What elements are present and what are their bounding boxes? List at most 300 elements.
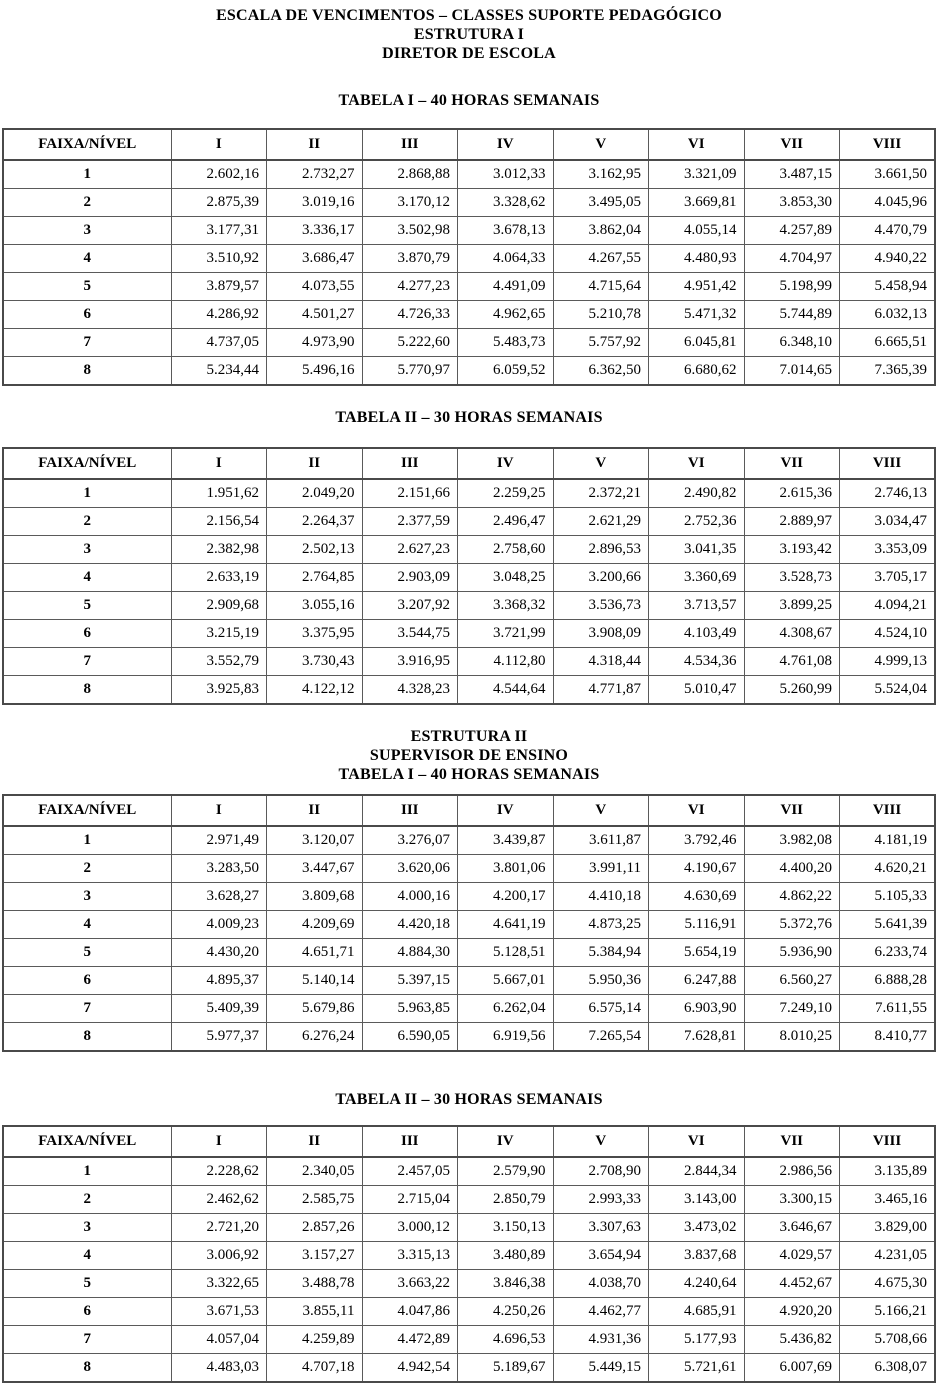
table-cell: 2.993,33 bbox=[553, 1186, 649, 1214]
table-cell: 4.073,55 bbox=[267, 273, 363, 301]
table-cell: 2.462,62 bbox=[171, 1186, 267, 1214]
table-cell: 3.368,32 bbox=[458, 592, 554, 620]
table-cell: 4.267,55 bbox=[553, 245, 649, 273]
table-cell: 3.048,25 bbox=[458, 564, 554, 592]
table-cell: 5.449,15 bbox=[553, 1354, 649, 1383]
table-cell: 2.228,62 bbox=[171, 1157, 267, 1186]
table-cell: 5.496,16 bbox=[267, 357, 363, 386]
row-label: 8 bbox=[3, 357, 171, 386]
table-cell: 4.685,91 bbox=[649, 1298, 745, 1326]
table-cell: 5.210,78 bbox=[553, 301, 649, 329]
row-label: 7 bbox=[3, 1326, 171, 1354]
document-title-line-3: DIRETOR DE ESCOLA bbox=[382, 45, 556, 62]
table-cell: 4.884,30 bbox=[362, 939, 458, 967]
table-cell: 2.621,29 bbox=[553, 508, 649, 536]
table-cell: 5.963,85 bbox=[362, 995, 458, 1023]
table-row bbox=[3, 939, 935, 967]
table-cell: 4.771,87 bbox=[553, 676, 649, 705]
table-cell: 3.336,17 bbox=[267, 217, 363, 245]
table-cell: 5.372,76 bbox=[744, 911, 840, 939]
column-header-IV: IV bbox=[458, 795, 554, 826]
table-cell: 3.215,19 bbox=[171, 620, 267, 648]
table-cell: 4.286,92 bbox=[171, 301, 267, 329]
table-cell: 4.122,12 bbox=[267, 676, 363, 705]
table-cell: 3.536,73 bbox=[553, 592, 649, 620]
table-cell: 2.715,04 bbox=[362, 1186, 458, 1214]
row-label: 1 bbox=[3, 160, 171, 189]
table-cell: 3.686,47 bbox=[267, 245, 363, 273]
table-cell: 4.181,19 bbox=[840, 826, 936, 855]
table-cell: 2.156,54 bbox=[171, 508, 267, 536]
row-label: 5 bbox=[3, 273, 171, 301]
table-cell: 6.308,07 bbox=[840, 1354, 936, 1383]
table-cell: 3.991,11 bbox=[553, 855, 649, 883]
table-cell: 5.744,89 bbox=[744, 301, 840, 329]
table-cell: 3.000,12 bbox=[362, 1214, 458, 1242]
column-header-II: II bbox=[267, 795, 363, 826]
table-cell: 6.032,13 bbox=[840, 301, 936, 329]
table-cell: 3.439,87 bbox=[458, 826, 554, 855]
column-header-II: II bbox=[267, 129, 363, 160]
table-cell: 3.300,15 bbox=[744, 1186, 840, 1214]
table-cell: 7.628,81 bbox=[649, 1023, 745, 1052]
table-cell: 3.916,95 bbox=[362, 648, 458, 676]
table-cell: 4.920,20 bbox=[744, 1298, 840, 1326]
table-row bbox=[3, 189, 935, 217]
table-cell: 4.951,42 bbox=[649, 273, 745, 301]
table-cell: 2.721,20 bbox=[171, 1214, 267, 1242]
table-cell: 4.470,79 bbox=[840, 217, 936, 245]
table-cell: 7.365,39 bbox=[840, 357, 936, 386]
section-1-heading-0: TABELA II – 30 HORAS SEMANAIS bbox=[335, 409, 603, 426]
table-cell: 3.528,73 bbox=[744, 564, 840, 592]
section-2-heading-1: SUPERVISOR DE ENSINO bbox=[369, 747, 569, 764]
table-cell: 5.177,93 bbox=[649, 1326, 745, 1354]
table-cell: 2.615,36 bbox=[744, 479, 840, 508]
table-cell: 5.708,66 bbox=[840, 1326, 936, 1354]
table-cell: 3.705,17 bbox=[840, 564, 936, 592]
table-row bbox=[3, 1186, 935, 1214]
section-3-heading-0: TABELA II – 30 HORAS SEMANAIS bbox=[335, 1091, 603, 1108]
salary-table-0 bbox=[2, 128, 936, 386]
table-row bbox=[3, 1023, 935, 1052]
table-row bbox=[3, 564, 935, 592]
table-cell: 4.259,89 bbox=[267, 1326, 363, 1354]
table-cell: 2.708,90 bbox=[553, 1157, 649, 1186]
table-row bbox=[3, 967, 935, 995]
table-cell: 3.177,31 bbox=[171, 217, 267, 245]
table-cell: 3.473,02 bbox=[649, 1214, 745, 1242]
table-row bbox=[3, 329, 935, 357]
table-cell: 2.732,27 bbox=[267, 160, 363, 189]
table-cell: 4.452,67 bbox=[744, 1270, 840, 1298]
table-cell: 3.012,33 bbox=[458, 160, 554, 189]
table-cell: 4.318,44 bbox=[553, 648, 649, 676]
table-cell: 3.041,35 bbox=[649, 536, 745, 564]
table-cell: 5.936,90 bbox=[744, 939, 840, 967]
table-cell: 3.846,38 bbox=[458, 1270, 554, 1298]
row-label: 2 bbox=[3, 189, 171, 217]
table-cell: 4.200,17 bbox=[458, 883, 554, 911]
table-cell: 3.908,09 bbox=[553, 620, 649, 648]
table-cell: 4.761,08 bbox=[744, 648, 840, 676]
row-label: 2 bbox=[3, 855, 171, 883]
table-cell: 4.641,19 bbox=[458, 911, 554, 939]
row-label: 3 bbox=[3, 217, 171, 245]
table-cell: 5.166,21 bbox=[840, 1298, 936, 1326]
table-cell: 5.397,15 bbox=[362, 967, 458, 995]
table-cell: 3.620,06 bbox=[362, 855, 458, 883]
table-cell: 4.257,89 bbox=[744, 217, 840, 245]
table-cell: 3.162,95 bbox=[553, 160, 649, 189]
table-row bbox=[3, 160, 935, 189]
table-cell: 4.462,77 bbox=[553, 1298, 649, 1326]
table-row bbox=[3, 273, 935, 301]
table-cell: 4.038,70 bbox=[553, 1270, 649, 1298]
table-cell: 4.973,90 bbox=[267, 329, 363, 357]
table-cell: 4.045,96 bbox=[840, 189, 936, 217]
table-cell: 5.770,97 bbox=[362, 357, 458, 386]
table-cell: 6.007,69 bbox=[744, 1354, 840, 1383]
table-cell: 4.534,36 bbox=[649, 648, 745, 676]
table-cell: 3.307,63 bbox=[553, 1214, 649, 1242]
column-header-VII: VII bbox=[744, 1126, 840, 1157]
table-row bbox=[3, 1214, 935, 1242]
table-cell: 4.308,67 bbox=[744, 620, 840, 648]
table-cell: 2.868,88 bbox=[362, 160, 458, 189]
row-label: 4 bbox=[3, 1242, 171, 1270]
table-cell: 2.903,09 bbox=[362, 564, 458, 592]
row-label: 7 bbox=[3, 648, 171, 676]
table-cell: 3.019,16 bbox=[267, 189, 363, 217]
table-cell: 4.231,05 bbox=[840, 1242, 936, 1270]
table-cell: 4.737,05 bbox=[171, 329, 267, 357]
table-row bbox=[3, 508, 935, 536]
column-header-II: II bbox=[267, 448, 363, 479]
table-cell: 3.654,94 bbox=[553, 1242, 649, 1270]
table-cell: 3.829,00 bbox=[840, 1214, 936, 1242]
section-2 bbox=[0, 727, 938, 1052]
table-cell: 4.480,93 bbox=[649, 245, 745, 273]
table-cell: 4.862,22 bbox=[744, 883, 840, 911]
row-label: 5 bbox=[3, 939, 171, 967]
table-cell: 4.055,14 bbox=[649, 217, 745, 245]
column-header-IV: IV bbox=[458, 448, 554, 479]
table-cell: 3.034,47 bbox=[840, 508, 936, 536]
table-cell: 4.483,03 bbox=[171, 1354, 267, 1383]
table-cell: 6.903,90 bbox=[649, 995, 745, 1023]
table-cell: 2.259,25 bbox=[458, 479, 554, 508]
row-label: 2 bbox=[3, 508, 171, 536]
table-cell: 2.490,82 bbox=[649, 479, 745, 508]
table-cell: 3.465,16 bbox=[840, 1186, 936, 1214]
section-2-heading-2: TABELA I – 40 HORAS SEMANAIS bbox=[338, 766, 600, 783]
table-cell: 5.436,82 bbox=[744, 1326, 840, 1354]
table-cell: 3.502,98 bbox=[362, 217, 458, 245]
column-header-V: V bbox=[553, 129, 649, 160]
table-cell: 3.315,13 bbox=[362, 1242, 458, 1270]
table-row bbox=[3, 855, 935, 883]
column-header-VI: VI bbox=[649, 1126, 745, 1157]
table-cell: 3.193,42 bbox=[744, 536, 840, 564]
table-cell: 6.590,05 bbox=[362, 1023, 458, 1052]
column-header-VII: VII bbox=[744, 448, 840, 479]
table-cell: 3.353,09 bbox=[840, 536, 936, 564]
table-cell: 3.495,05 bbox=[553, 189, 649, 217]
table-cell: 5.483,73 bbox=[458, 329, 554, 357]
document-title-line-1: ESCALA DE VENCIMENTOS – CLASSES SUPORTE PEDAGÓGICO bbox=[216, 7, 722, 24]
table-cell: 3.328,62 bbox=[458, 189, 554, 217]
table-cell: 4.895,37 bbox=[171, 967, 267, 995]
column-header-V: V bbox=[553, 1126, 649, 1157]
column-header-IV: IV bbox=[458, 129, 554, 160]
table-row bbox=[3, 357, 935, 386]
row-label: 1 bbox=[3, 826, 171, 855]
table-cell: 5.977,37 bbox=[171, 1023, 267, 1052]
table-cell: 4.940,22 bbox=[840, 245, 936, 273]
column-header-II: II bbox=[267, 1126, 363, 1157]
table-cell: 3.488,78 bbox=[267, 1270, 363, 1298]
row-label: 5 bbox=[3, 592, 171, 620]
table-cell: 1.951,62 bbox=[171, 479, 267, 508]
table-cell: 4.190,67 bbox=[649, 855, 745, 883]
table-cell: 3.671,53 bbox=[171, 1298, 267, 1326]
column-header-VIII: VIII bbox=[840, 448, 936, 479]
table-cell: 3.837,68 bbox=[649, 1242, 745, 1270]
row-label: 2 bbox=[3, 1186, 171, 1214]
table-cell: 3.170,12 bbox=[362, 189, 458, 217]
corner-header-cell: FAIXA/NÍVEL bbox=[3, 795, 171, 826]
table-cell: 2.746,13 bbox=[840, 479, 936, 508]
table-cell: 2.764,85 bbox=[267, 564, 363, 592]
table-cell: 2.372,21 bbox=[553, 479, 649, 508]
row-label: 8 bbox=[3, 676, 171, 705]
table-cell: 4.057,04 bbox=[171, 1326, 267, 1354]
table-cell: 4.000,16 bbox=[362, 883, 458, 911]
row-label: 7 bbox=[3, 329, 171, 357]
table-cell: 5.384,94 bbox=[553, 939, 649, 967]
table-cell: 4.029,57 bbox=[744, 1242, 840, 1270]
table-cell: 7.611,55 bbox=[840, 995, 936, 1023]
salary-table-2 bbox=[2, 794, 936, 1052]
table-row bbox=[3, 479, 935, 508]
table-cell: 2.049,20 bbox=[267, 479, 363, 508]
row-label: 5 bbox=[3, 1270, 171, 1298]
table-cell: 5.757,92 bbox=[553, 329, 649, 357]
table-cell: 5.458,94 bbox=[840, 273, 936, 301]
column-header-III: III bbox=[362, 129, 458, 160]
row-label: 8 bbox=[3, 1354, 171, 1383]
table-cell: 2.264,37 bbox=[267, 508, 363, 536]
table-cell: 3.487,15 bbox=[744, 160, 840, 189]
table-cell: 6.247,88 bbox=[649, 967, 745, 995]
table-cell: 4.328,23 bbox=[362, 676, 458, 705]
salary-table-3 bbox=[2, 1125, 936, 1383]
table-cell: 5.010,47 bbox=[649, 676, 745, 705]
table-cell: 4.277,23 bbox=[362, 273, 458, 301]
table-cell: 4.630,69 bbox=[649, 883, 745, 911]
table-cell: 3.283,50 bbox=[171, 855, 267, 883]
table-cell: 4.064,33 bbox=[458, 245, 554, 273]
table-cell: 2.382,98 bbox=[171, 536, 267, 564]
row-label: 6 bbox=[3, 620, 171, 648]
column-header-I: I bbox=[171, 129, 267, 160]
table-row bbox=[3, 1242, 935, 1270]
table-cell: 3.055,16 bbox=[267, 592, 363, 620]
table-row bbox=[3, 1270, 935, 1298]
table-cell: 5.471,32 bbox=[649, 301, 745, 329]
table-cell: 3.143,00 bbox=[649, 1186, 745, 1214]
table-row bbox=[3, 911, 935, 939]
table-cell: 2.752,36 bbox=[649, 508, 745, 536]
table-cell: 4.240,64 bbox=[649, 1270, 745, 1298]
table-cell: 4.047,86 bbox=[362, 1298, 458, 1326]
table-cell: 2.844,34 bbox=[649, 1157, 745, 1186]
corner-header-cell: FAIXA/NÍVEL bbox=[3, 448, 171, 479]
column-header-V: V bbox=[553, 795, 649, 826]
table-cell: 6.680,62 bbox=[649, 357, 745, 386]
corner-header-cell: FAIXA/NÍVEL bbox=[3, 129, 171, 160]
table-cell: 4.250,26 bbox=[458, 1298, 554, 1326]
table-cell: 5.116,91 bbox=[649, 911, 745, 939]
salary-table-1 bbox=[2, 447, 936, 705]
table-cell: 2.896,53 bbox=[553, 536, 649, 564]
table-cell: 8.010,25 bbox=[744, 1023, 840, 1052]
table-cell: 3.611,87 bbox=[553, 826, 649, 855]
table-cell: 3.200,66 bbox=[553, 564, 649, 592]
table-cell: 3.321,09 bbox=[649, 160, 745, 189]
table-cell: 4.103,49 bbox=[649, 620, 745, 648]
table-cell: 2.579,90 bbox=[458, 1157, 554, 1186]
column-header-I: I bbox=[171, 795, 267, 826]
table-cell: 3.135,89 bbox=[840, 1157, 936, 1186]
column-header-VIII: VIII bbox=[840, 1126, 936, 1157]
column-header-V: V bbox=[553, 448, 649, 479]
table-cell: 3.862,04 bbox=[553, 217, 649, 245]
table-cell: 4.651,71 bbox=[267, 939, 363, 967]
column-header-VIII: VIII bbox=[840, 129, 936, 160]
table-cell: 4.472,89 bbox=[362, 1326, 458, 1354]
table-cell: 4.420,18 bbox=[362, 911, 458, 939]
row-label: 7 bbox=[3, 995, 171, 1023]
table-cell: 5.654,19 bbox=[649, 939, 745, 967]
table-cell: 5.950,36 bbox=[553, 967, 649, 995]
table-cell: 6.348,10 bbox=[744, 329, 840, 357]
table-cell: 3.899,25 bbox=[744, 592, 840, 620]
table-cell: 3.730,43 bbox=[267, 648, 363, 676]
table-cell: 3.982,08 bbox=[744, 826, 840, 855]
table-cell: 5.667,01 bbox=[458, 967, 554, 995]
row-label: 3 bbox=[3, 1214, 171, 1242]
row-label: 4 bbox=[3, 245, 171, 273]
table-cell: 4.696,53 bbox=[458, 1326, 554, 1354]
row-label: 4 bbox=[3, 564, 171, 592]
column-header-III: III bbox=[362, 1126, 458, 1157]
column-header-III: III bbox=[362, 795, 458, 826]
table-cell: 4.873,25 bbox=[553, 911, 649, 939]
table-cell: 5.105,33 bbox=[840, 883, 936, 911]
table-cell: 4.491,09 bbox=[458, 273, 554, 301]
table-row bbox=[3, 620, 935, 648]
table-cell: 5.260,99 bbox=[744, 676, 840, 705]
table-row bbox=[3, 301, 935, 329]
table-cell: 8.410,77 bbox=[840, 1023, 936, 1052]
column-header-VI: VI bbox=[649, 795, 745, 826]
table-cell: 3.792,46 bbox=[649, 826, 745, 855]
table-cell: 4.501,27 bbox=[267, 301, 363, 329]
table-cell: 3.480,89 bbox=[458, 1242, 554, 1270]
row-label: 6 bbox=[3, 1298, 171, 1326]
table-cell: 6.665,51 bbox=[840, 329, 936, 357]
row-label: 1 bbox=[3, 1157, 171, 1186]
table-row bbox=[3, 1157, 935, 1186]
row-label: 6 bbox=[3, 301, 171, 329]
corner-header-cell: FAIXA/NÍVEL bbox=[3, 1126, 171, 1157]
table-cell: 3.713,57 bbox=[649, 592, 745, 620]
table-cell: 5.189,67 bbox=[458, 1354, 554, 1383]
table-cell: 3.661,50 bbox=[840, 160, 936, 189]
table-cell: 3.870,79 bbox=[362, 245, 458, 273]
table-cell: 4.999,13 bbox=[840, 648, 936, 676]
table-cell: 3.322,65 bbox=[171, 1270, 267, 1298]
table-cell: 7.014,65 bbox=[744, 357, 840, 386]
column-header-I: I bbox=[171, 1126, 267, 1157]
table-cell: 4.704,97 bbox=[744, 245, 840, 273]
table-cell: 3.360,69 bbox=[649, 564, 745, 592]
table-cell: 6.276,24 bbox=[267, 1023, 363, 1052]
table-cell: 3.721,99 bbox=[458, 620, 554, 648]
table-cell: 4.112,80 bbox=[458, 648, 554, 676]
section-0 bbox=[0, 91, 938, 386]
table-cell: 4.715,64 bbox=[553, 273, 649, 301]
table-row bbox=[3, 676, 935, 705]
table-cell: 4.544,64 bbox=[458, 676, 554, 705]
table-cell: 5.721,61 bbox=[649, 1354, 745, 1383]
table-cell: 3.552,79 bbox=[171, 648, 267, 676]
table-cell: 3.276,07 bbox=[362, 826, 458, 855]
table-cell: 2.857,26 bbox=[267, 1214, 363, 1242]
table-cell: 5.679,86 bbox=[267, 995, 363, 1023]
table-cell: 2.457,05 bbox=[362, 1157, 458, 1186]
table-cell: 4.942,54 bbox=[362, 1354, 458, 1383]
table-cell: 2.986,56 bbox=[744, 1157, 840, 1186]
table-cell: 3.628,27 bbox=[171, 883, 267, 911]
table-cell: 3.853,30 bbox=[744, 189, 840, 217]
column-header-VII: VII bbox=[744, 129, 840, 160]
column-header-VII: VII bbox=[744, 795, 840, 826]
column-header-VI: VI bbox=[649, 129, 745, 160]
table-cell: 3.646,67 bbox=[744, 1214, 840, 1242]
table-cell: 3.120,07 bbox=[267, 826, 363, 855]
table-cell: 2.875,39 bbox=[171, 189, 267, 217]
row-label: 8 bbox=[3, 1023, 171, 1052]
section-0-heading-0: TABELA I – 40 HORAS SEMANAIS bbox=[338, 92, 600, 109]
table-cell: 5.641,39 bbox=[840, 911, 936, 939]
table-cell: 5.198,99 bbox=[744, 273, 840, 301]
table-cell: 4.620,21 bbox=[840, 855, 936, 883]
column-header-III: III bbox=[362, 448, 458, 479]
table-cell: 7.265,54 bbox=[553, 1023, 649, 1052]
table-cell: 3.006,92 bbox=[171, 1242, 267, 1270]
section-2-heading-0: ESTRUTURA II bbox=[410, 728, 528, 745]
table-cell: 6.233,74 bbox=[840, 939, 936, 967]
table-cell: 5.234,44 bbox=[171, 357, 267, 386]
table-cell: 3.678,13 bbox=[458, 217, 554, 245]
row-label: 6 bbox=[3, 967, 171, 995]
table-cell: 4.094,21 bbox=[840, 592, 936, 620]
table-cell: 4.726,33 bbox=[362, 301, 458, 329]
table-cell: 4.931,36 bbox=[553, 1326, 649, 1354]
